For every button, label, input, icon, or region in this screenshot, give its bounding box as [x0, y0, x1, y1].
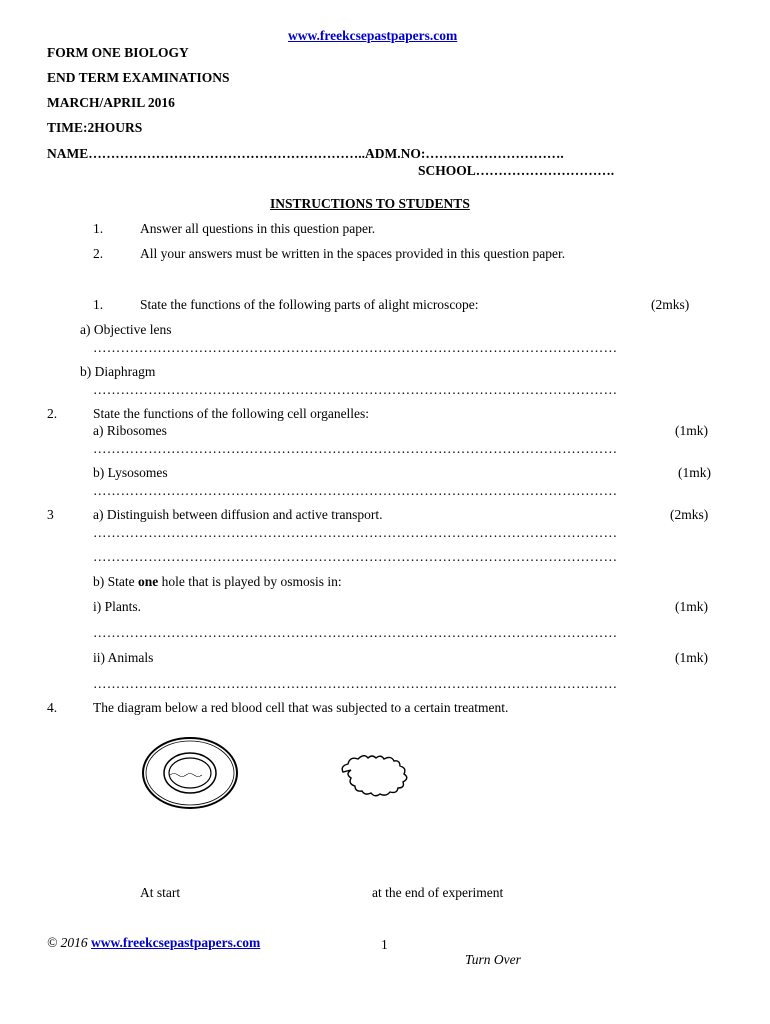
- q3-part-a-marks: (2mks): [670, 507, 709, 522]
- footer-copyright: © 2016 www.freekcsepastpapers.com: [47, 935, 261, 950]
- q4-text: The diagram below a red blood cell that was subjected to a certain treatment.: [93, 700, 509, 715]
- red-blood-cell-normal-diagram: [140, 735, 240, 811]
- q3-number: 3: [47, 507, 54, 522]
- q3-part-b-ii-marks: (1mk): [675, 650, 708, 665]
- red-blood-cell-crenated-diagram: [335, 752, 425, 807]
- q1-part-a: a) Objective lens: [80, 322, 172, 337]
- q3-part-b-i: i) Plants.: [93, 599, 142, 614]
- title-time: TIME:2HOURS: [47, 120, 143, 135]
- instruction-number: 1.: [93, 221, 104, 236]
- title-exam: END TERM EXAMINATIONS: [47, 70, 230, 85]
- instruction-text: All your answers must be written in the spaces provided in this question paper.: [140, 246, 566, 261]
- title-date: MARCH/APRIL 2016: [47, 95, 175, 110]
- q2-part-b-marks: (1mk): [678, 465, 711, 480]
- answer-line[interactable]: ……………………………………………………………………………………………………: [93, 382, 618, 397]
- q3-part-a: a) Distinguish between diffusion and active transport.: [93, 507, 383, 522]
- label-at-start: At start: [140, 885, 181, 900]
- q3-part-b-i-marks: (1mk): [675, 599, 708, 614]
- instruction-number: 2.: [93, 246, 104, 261]
- footer-url-link[interactable]: www.freekcsepastpapers.com: [91, 935, 261, 950]
- answer-line[interactable]: ……………………………………………………………………………………………………: [93, 549, 618, 564]
- q3-part-b-ii: ii) Animals: [93, 650, 154, 665]
- label-end-of-experiment: at the end of experiment: [372, 885, 504, 900]
- q2-part-a: a) Ribosomes: [93, 423, 167, 438]
- q2-text: State the functions of the following cell organelles:: [93, 406, 370, 421]
- q1-marks: (2mks): [651, 297, 690, 312]
- instruction-text: Answer all questions in this question paper.: [140, 221, 376, 236]
- instructions-heading: INSTRUCTIONS TO STUDENTS: [270, 196, 470, 211]
- answer-line[interactable]: ……………………………………………………………………………………………………: [93, 441, 618, 456]
- answer-line[interactable]: ……………………………………………………………………………………………………: [93, 625, 618, 640]
- q3-part-b: b) State one hole that is played by osmosis in:: [93, 574, 342, 589]
- answer-line[interactable]: ……………………………………………………………………………………………………: [93, 525, 618, 540]
- q2-number: 2.: [47, 406, 58, 421]
- name-adm-line: NAME……………………………………………………..ADM.NO:………………………….: [47, 146, 564, 161]
- answer-line[interactable]: ……………………………………………………………………………………………………: [93, 340, 618, 355]
- answer-line[interactable]: ……………………………………………………………………………………………………: [93, 483, 618, 498]
- answer-line[interactable]: ……………………………………………………………………………………………………: [93, 676, 618, 691]
- title-subject: FORM ONE BIOLOGY: [47, 45, 189, 60]
- q4-number: 4.: [47, 700, 58, 715]
- header-url-link[interactable]: www.freekcsepastpapers.com: [288, 28, 458, 43]
- q2-part-b: b) Lysosomes: [93, 465, 168, 480]
- q1-text: State the functions of the following parts of alight microscope:: [140, 297, 479, 312]
- q1-part-b: b) Diaphragm: [80, 364, 156, 379]
- q1-number: 1.: [93, 297, 104, 312]
- turn-over-note: Turn Over: [465, 952, 521, 967]
- school-line: SCHOOL………………………….: [418, 163, 615, 178]
- q2-part-a-marks: (1mk): [675, 423, 708, 438]
- page-number: 1: [381, 937, 388, 952]
